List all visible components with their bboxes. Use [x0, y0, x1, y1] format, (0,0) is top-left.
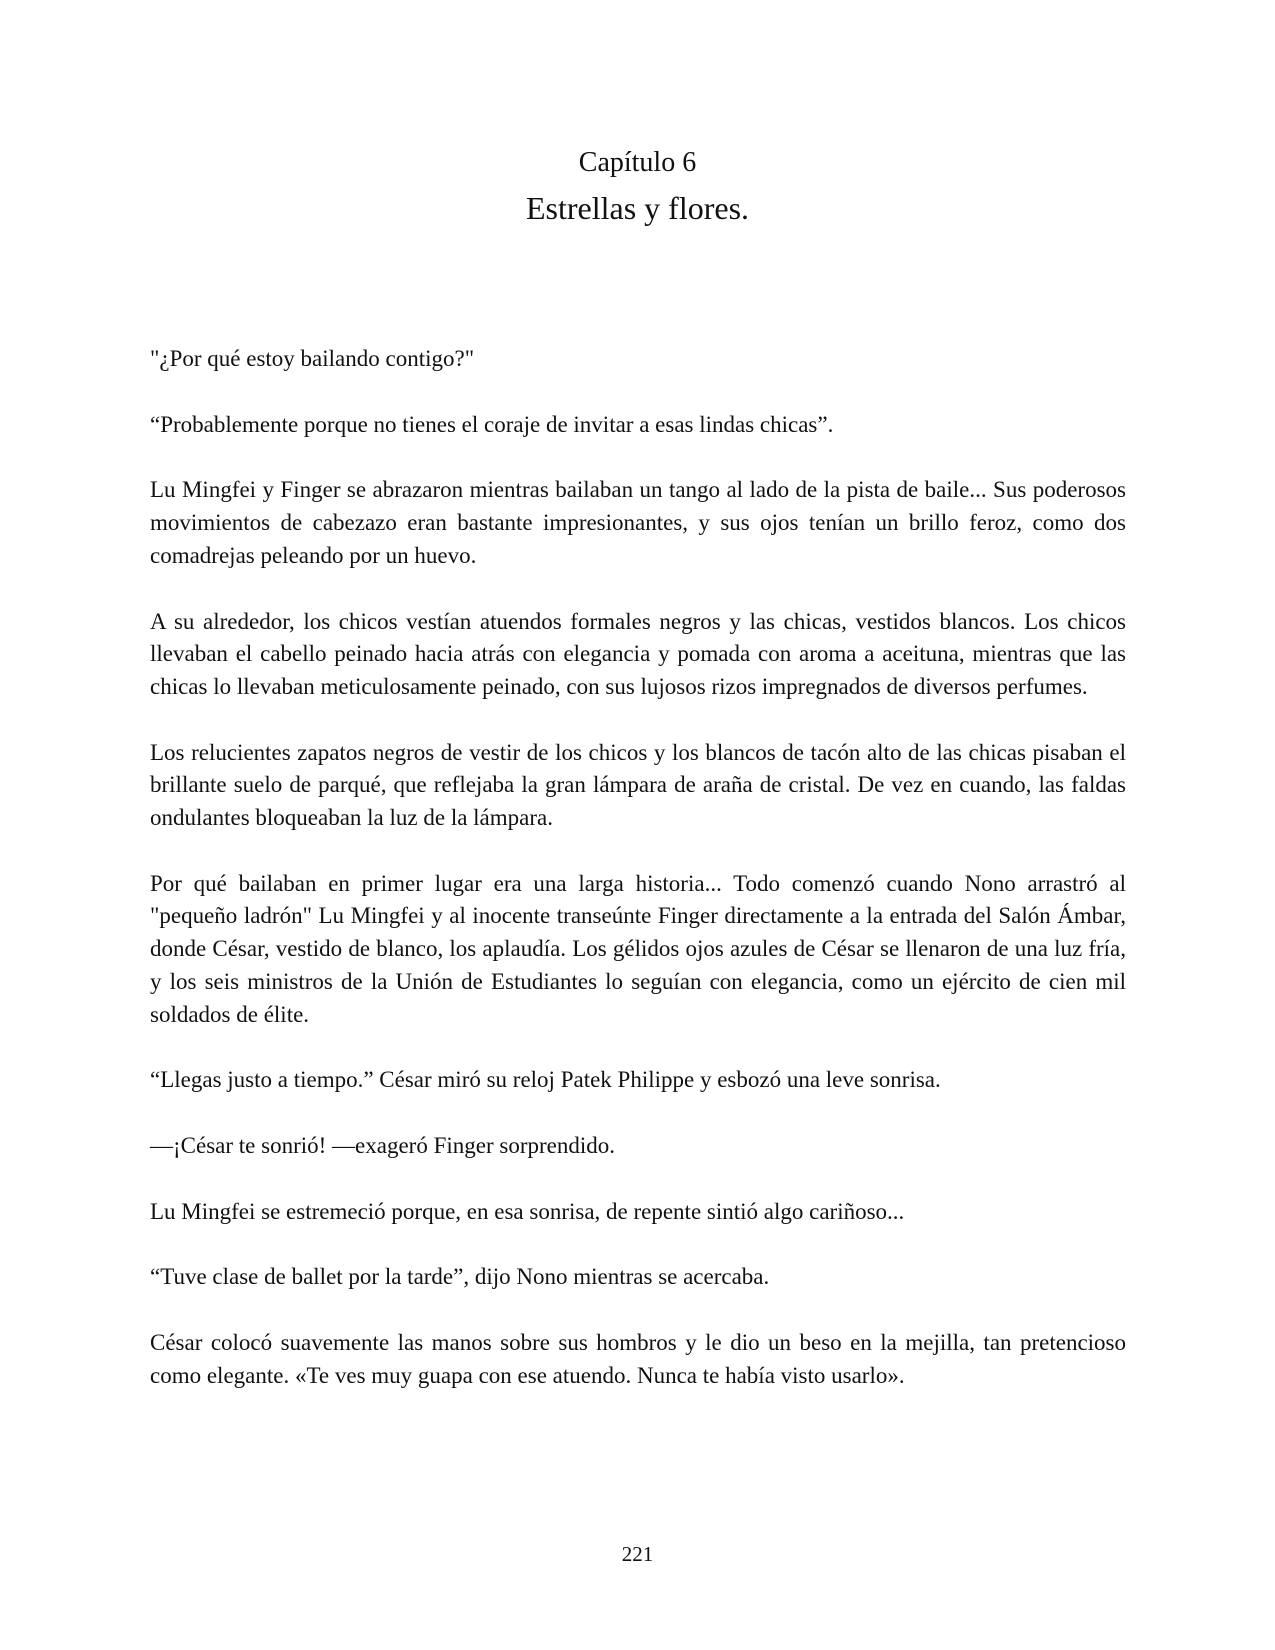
paragraph: —¡César te sonrió! —exageró Finger sorprendido. [150, 1132, 615, 1158]
paragraph: “Probablemente porque no tienes el coraje de invitar a esas lindas chicas”. [150, 411, 834, 437]
paragraph: "¿Por qué estoy bailando contigo?" [150, 346, 475, 371]
paragraph: A su alrededor, los chicos vestían atuendos formales negros y las chicas, vestidos blancos. Los chicos llevaban el cabello peinado hacia atrás con elegancia y pomada con aroma a aceituna, mientras que las chicas lo llevaban meticulosamente peinado, con sus lujosos rizos impregnados de diversos perfumes. [150, 608, 1126, 699]
chapter-title: Estrellas y flores. [525, 190, 750, 226]
paragraph: Lu Mingfei y Finger se abrazaron mientras bailaban un tango al lado de la pista de baile... Sus poderosos movimientos de cabezazo eran bastante impresionantes, y sus ojos tenían un brillo feroz, como dos comadrejas peleando por un huevo. [150, 477, 1126, 568]
paragraph: César colocó suavemente las manos sobre sus hombros y le dio un beso en la mejilla, tan pretencioso como elegante. «Te ves muy guapa con ese atuendo. Nunca te había visto usarlo». [150, 1330, 1126, 1388]
chapter-body [150, 343, 1126, 1425]
paragraph: Lu Mingfei se estremeció porque, en esa sonrisa, de repente sintió algo cariñoso... [150, 1198, 905, 1224]
page-number: 221 [621, 1542, 654, 1566]
paragraph: Por qué bailaban en primer lugar era una larga historia... Todo comenzó cuando Nono arrastró al "pequeño ladrón" Lu Mingfei y al inocente transeúnte Finger directamente a la entrada del Salón Ámbar, donde César, vestido de blanco, los aplaudía. Los gélidos ojos azules de César se llenaron de una luz fría, y los seis ministros de la Unión de Estudiantes lo seguían con elegancia, como un ejército de cien mil soldados de élite. [150, 870, 1126, 1027]
paragraph: Los relucientes zapatos negros de vestir de los chicos y los blancos de tacón alto de las chicas pisaban el brillante suelo de parqué, que reflejaba la gran lámpara de araña de cristal. De vez en cuando, las faldas ondulantes bloqueaban la luz de la lámpara. [150, 739, 1126, 831]
paragraph: “Tuve clase de ballet por la tarde”, dijo Nono mientras se acercaba. [150, 1264, 770, 1290]
paragraph: “Llegas justo a tiempo.” César miró su reloj Patek Philippe y esbozó una leve sonrisa. [150, 1067, 941, 1093]
chapter-label: Capítulo 6 [578, 147, 697, 178]
